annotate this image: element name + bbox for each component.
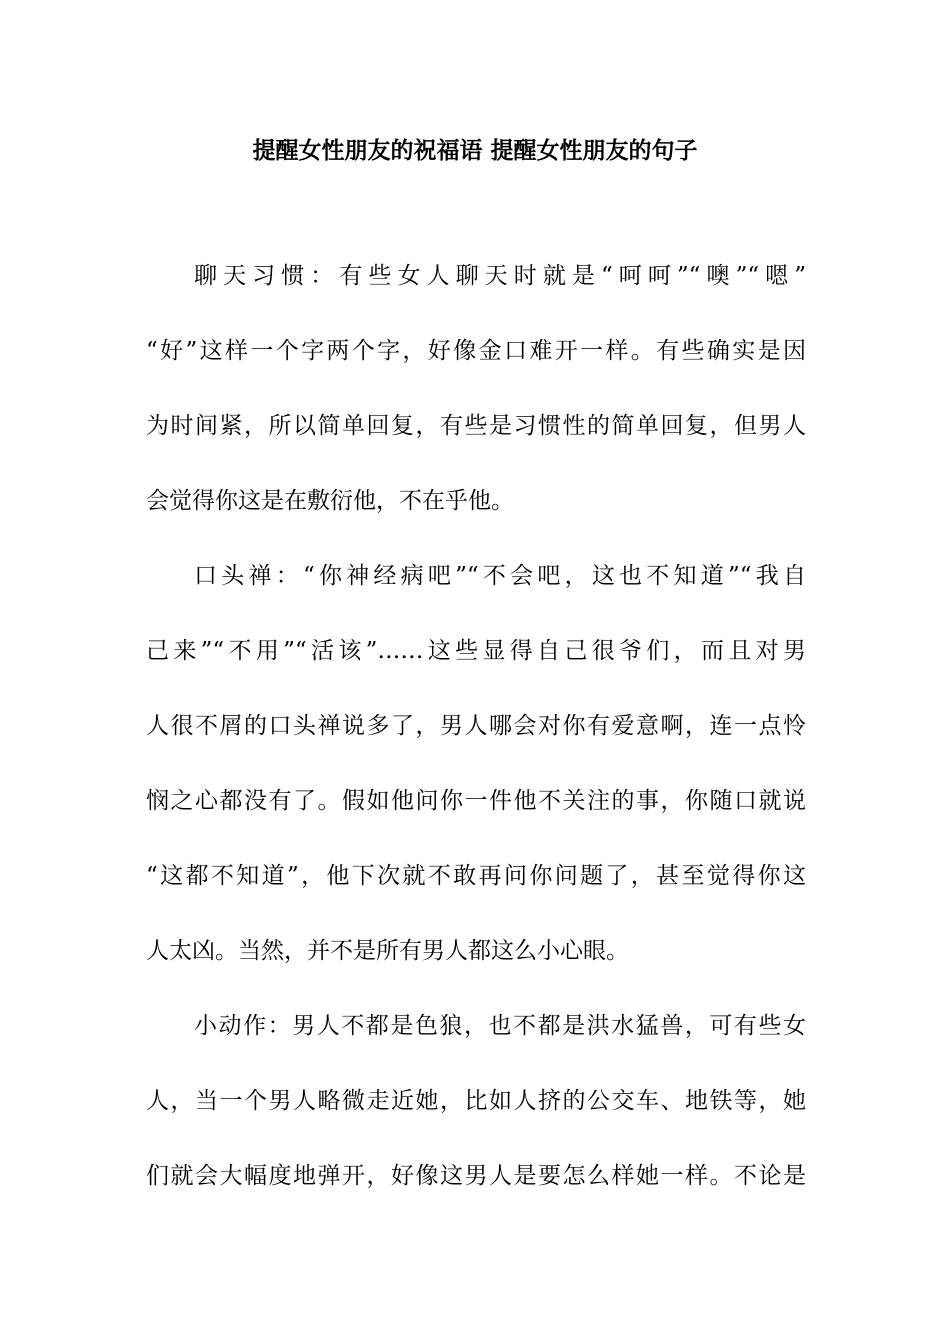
paragraph-line: 口头禅：“你神经病吧”“不会吧，这也不知道”“我自 — [194, 563, 806, 589]
paragraph-line: 人太凶。当然，并不是所有男人都这么小心眼。 — [146, 938, 629, 964]
paragraph-line: 会觉得你这是在敷衍他，不在乎他。 — [146, 488, 514, 514]
paragraph-line: 小动作：男人不都是色狼，也不都是洪水猛兽，可有些女 — [194, 1013, 806, 1039]
paragraph-small-gestures — [146, 1006, 806, 1196]
paragraph-line: 人，当一个男人略微走近她，比如人挤的公交车、地铁等，她 — [146, 1088, 806, 1114]
paragraph-line: “这都不知道”，他下次就不敢再问你问题了，甚至觉得你这 — [146, 863, 806, 889]
paragraph-line: 人很不屑的口头禅说多了，男人哪会对你有爱意啊，连一点怜 — [146, 713, 806, 739]
paragraph-line: 为时间紧，所以简单回复，有些是习惯性的简单回复，但男人 — [146, 413, 806, 439]
paragraph-line: 悯之心都没有了。假如他问你一件他不关注的事，你随口就说 — [146, 788, 806, 814]
paragraph-line: 聊天习惯：有些女人聊天时就是“呵呵”“噢”“嗯” — [194, 263, 806, 289]
paragraph-line: 己来”“不用”“活该”……这些显得自己很爷们，而且对男 — [146, 638, 806, 664]
paragraph-line: “好”这样一个字两个字，好像金口难开一样。有些确实是因 — [146, 338, 806, 364]
paragraph-line: 们就会大幅度地弹开，好像这男人是要怎么样她一样。不论是 — [146, 1163, 806, 1189]
document-body — [146, 256, 806, 1231]
document-title: 提醒女性朋友的祝福语 提醒女性朋友的句子 — [252, 138, 698, 164]
paragraph-catchphrases — [146, 556, 806, 971]
paragraph-chat-habits — [146, 256, 806, 521]
